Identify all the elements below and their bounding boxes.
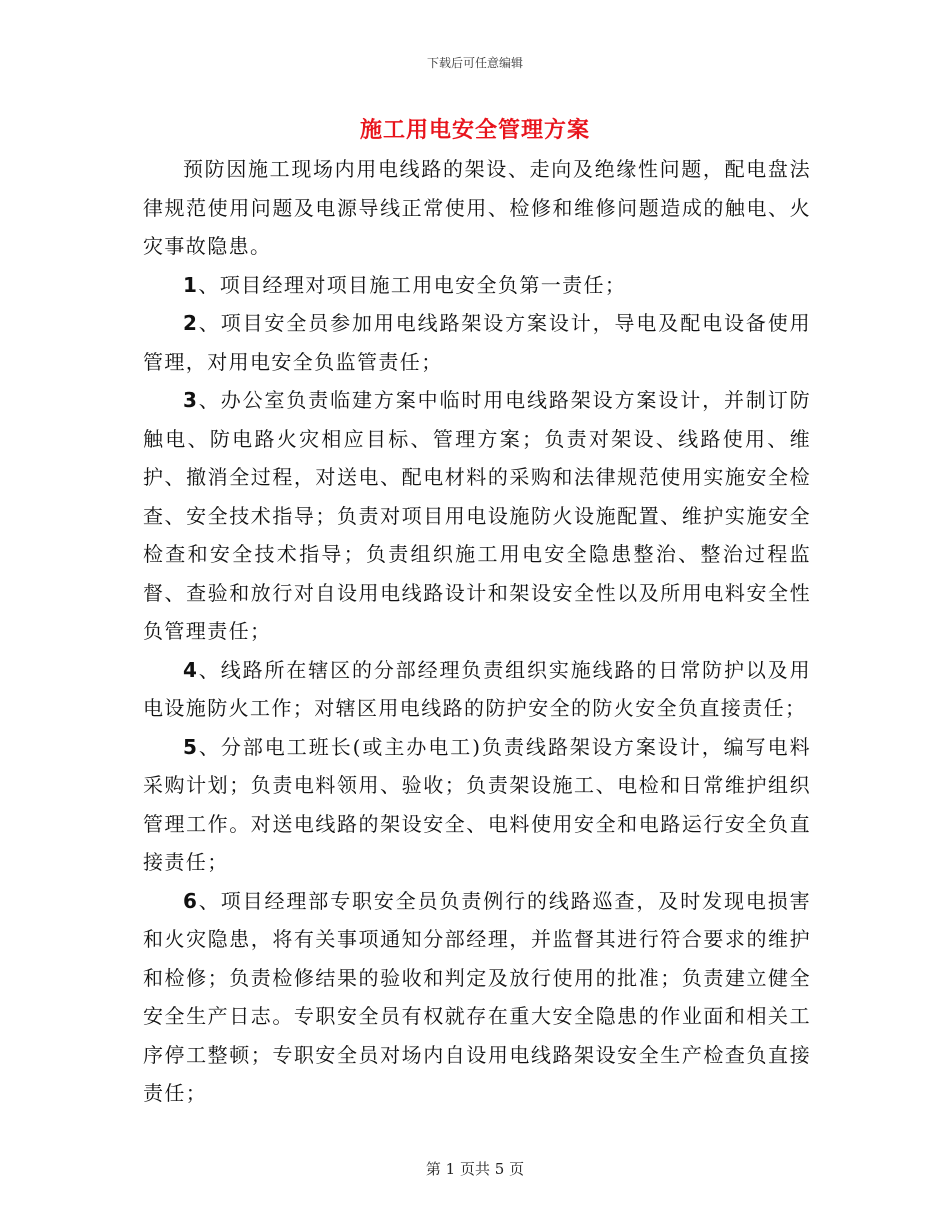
item-paragraph-5 — [143, 728, 811, 882]
item-paragraph-4 — [143, 651, 811, 728]
item-text: 、项目经理对项目施工用电安全负第一责任； — [198, 272, 627, 297]
item-paragraph-6 — [143, 882, 811, 1113]
item-number: 2 — [183, 311, 199, 335]
page-header: 下载后可任意编辑 — [426, 56, 523, 70]
item-number: 6 — [183, 888, 199, 913]
item-text: 、线路所在辖区的分部经理负责组织实施线路的日常防护以及用电设施防火工作；对辖区用电线路的防护安全的防火安全负直接责任； — [143, 657, 811, 720]
item-number: 3 — [183, 388, 199, 412]
item-number: 4 — [183, 657, 199, 682]
item-number: 1 — [183, 272, 199, 297]
item-paragraph-2 — [143, 304, 811, 381]
item-number: 5 — [183, 734, 199, 759]
item-text: 、分部电工班长(或主办电工)负责线路架设方案设计，编写电料采购计划；负责电料领用、验收；负责架设施工、电检和日常维护组织管理工作。对送电线路的架设安全、电料使用安全和电路运行安全负直接责任； — [143, 734, 811, 874]
item-paragraph-1 — [143, 266, 811, 305]
page-footer: 第 1 页共 5 页 — [425, 1160, 525, 1178]
intro-paragraph: 预防因施工现场内用电线路的架设、走向及绝缘性问题，配电盘法律规范使用问题及电源导线正常使用、检修和维修问题造成的触电、火灾事故隐患。 — [143, 157, 811, 258]
item-text: 、项目经理部专职安全员负责例行的线路巡查，及时发现电损害和火灾隐患，将有关事项通知分部经理，并监督其进行符合要求的维护和检修；负责检修结果的验收和判定及放行使用的批准；负责建立健全安全生产日志。专职安全员有权就存在重大安全隐患的作业面和相关工序停工整顿；专职安全员对场内自设用电线路架设安全生产检查负直接责任； — [143, 888, 811, 1105]
document-title: 施工用电安全管理方案 — [359, 117, 590, 143]
item-paragraph-3 — [143, 381, 811, 651]
item-text: 、项目安全员参加用电线路架设方案设计，导电及配电设备使用管理，对用电安全负监管责任； — [143, 311, 811, 374]
item-text: 、办公室负责临建方案中临时用电线路架设方案设计，并制订防触电、防电路火灾相应目标、管理方案；负责对架设、线路使用、维护、撤消全过程，对送电、配电材料的采购和法律规范使用实施安全检查、安全技术指导；负责对项目用电设施防火设施配置、维护实施安全检查和安全技术指导；负责组织施工用电安全隐患整治、整治过程监督、查验和放行对自设用电线路设计和架设安全性以及所用电料安全性负管理责任； — [143, 388, 811, 643]
document-body — [143, 150, 811, 1113]
